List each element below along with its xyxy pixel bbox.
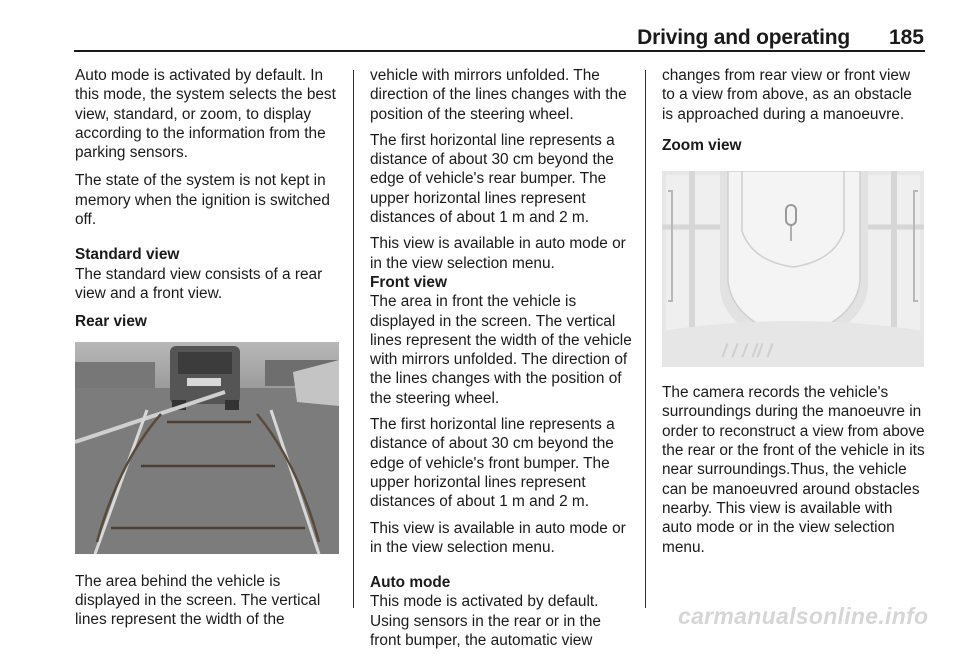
paragraph: vehicle with mirrors unfolded. The direction of the lines changes with the position of the steering wheel. [370, 67, 627, 123]
heading-front-view: Front view [370, 273, 447, 291]
heading-auto-mode: Auto mode [370, 574, 451, 592]
paragraph: The camera records the vehicle's surroundings during the manoeuvre in order to reconstruct a view from above the rear or the front of the vehicle in its near surroundings.Thus, the vehicle can be manoeuvred around obstacles nearby. This view is available with auto mode or in the view selection menu. [662, 384, 925, 556]
column-divider [353, 70, 354, 608]
paragraph: The state of the system is not kept in memory when the ignition is switched off. [75, 172, 330, 229]
paragraph: The standard view consists of a rear view and a front view. [75, 265, 323, 302]
zoom-view-camera-image [662, 171, 924, 367]
page-number: 185 [888, 26, 924, 49]
figure-caption: The area behind the vehicle is displayed in the screen. The vertical lines represent the width of the [75, 572, 321, 629]
heading-rear-view: Rear view [75, 313, 147, 331]
paragraph: The first horizontal line represents a distance of about 30 cm beyond the edge of vehicle's front bumper. The upper horizontal lines represent distances of about 1 m and 2 m. [370, 416, 615, 511]
section-title: Driving and operating [637, 26, 850, 49]
paragraph: changes from rear view or front view to a view from above, as an obstacle is approached during a manoeuvre. [662, 67, 912, 123]
paragraph: This view is available in auto mode or in the view selection menu. [370, 235, 626, 272]
heading-standard-view: Standard view [75, 246, 180, 264]
paragraph: This view is available in auto mode or in the view selection menu. [370, 519, 626, 556]
paragraph: The area in front the vehicle is displayed in the screen. The vertical lines represent the width of the vehicle with mirrors unfolded. The direction of the lines changes with the position of the steering wheel. [370, 293, 632, 407]
column-3 [662, 66, 926, 566]
paragraph: The first horizontal line represents a distance of about 30 cm beyond the edge of vehicle's rear bumper. The upper horizontal lines represent distances of about 1 m and 2 m. [370, 131, 615, 227]
watermark: carmanualsonline.info [678, 603, 929, 629]
heading-zoom-view: Zoom view [662, 136, 742, 154]
paragraph: Auto mode is activated by default. In this mode, the system selects the best view, standard, or zoom, to display according to the information from the parking sensors. [75, 67, 336, 162]
header-rule [74, 50, 925, 52]
svg-text:/ / / // /: / / / // / [722, 341, 773, 362]
column-1 [75, 66, 343, 638]
column-2 [370, 66, 635, 659]
column-divider [645, 70, 646, 608]
paragraph: This mode is activated by default. Using sensors in the rear or in the front bumper, the automatic view [370, 593, 601, 650]
rear-view-camera-image [75, 342, 339, 554]
